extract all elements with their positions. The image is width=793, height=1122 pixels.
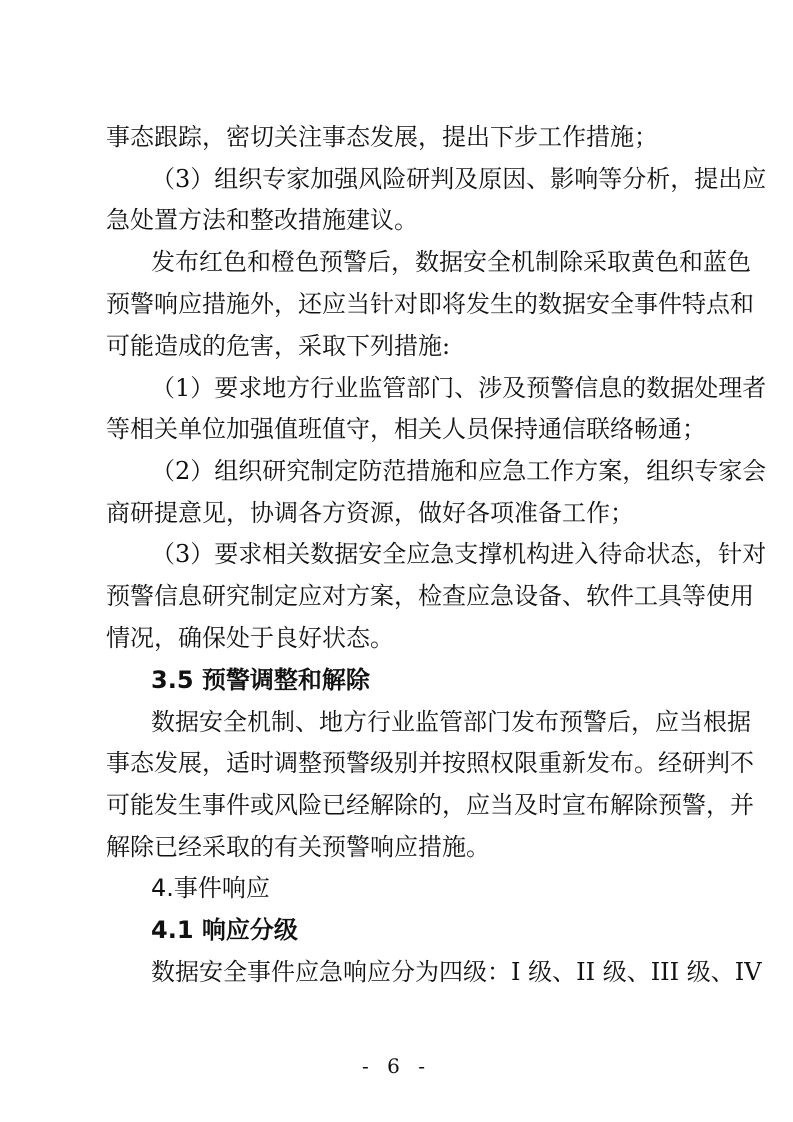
text-line: （1）要求地方行业监管部门、涉及预警信息的数据处理者 bbox=[151, 374, 767, 402]
text-line: （3）要求相关数据安全应急支撑机构进入待命状态，针对 bbox=[151, 540, 767, 568]
text-line: 等相关单位加强值班值守，相关人员保持通信联络畅通； bbox=[106, 415, 706, 443]
text-line: 发布红色和橙色预警后，数据安全机制除采取黄色和蓝色 bbox=[151, 248, 751, 276]
text-line: 数据安全事件应急响应分为四级：I 级、II 级、III 级、IV bbox=[151, 958, 762, 986]
section-heading-4: 4.事件响应 bbox=[151, 874, 270, 902]
text-line: 事态发展，适时调整预警级别并按照权限重新发布。经研判不 bbox=[106, 749, 754, 777]
text-line: 可能发生事件或风险已经解除的，应当及时宣布解除预警，并 bbox=[106, 791, 754, 819]
page-number: - 6 - bbox=[362, 1054, 431, 1078]
text-line: 急处置方法和整改措施建议。 bbox=[106, 206, 418, 234]
section-heading-4-1: 4.1 响应分级 bbox=[151, 916, 298, 944]
text-line: 预警信息研究制定应对方案，检查应急设备、软件工具等使用 bbox=[106, 582, 754, 610]
text-line: 解除已经采取的有关预警响应措施。 bbox=[106, 833, 490, 861]
text-line: 预警响应措施外，还应当针对即将发生的数据安全事件特点和 bbox=[106, 290, 754, 318]
text-line: （2）组织研究制定防范措施和应急工作方案，组织专家会 bbox=[151, 457, 767, 485]
text-line: 商研提意见，协调各方资源，做好各项准备工作； bbox=[106, 499, 634, 527]
text-line: 情况，确保处于良好状态。 bbox=[106, 624, 394, 652]
section-heading-3-5: 3.5 预警调整和解除 bbox=[151, 666, 370, 694]
text-line: 事态跟踪，密切关注事态发展，提出下步工作措施； bbox=[106, 123, 658, 151]
text-line: 可能造成的危害，采取下列措施: bbox=[106, 332, 451, 360]
text-line: 数据安全机制、地方行业监管部门发布预警后，应当根据 bbox=[151, 708, 751, 736]
text-line: （3）组织专家加强风险研判及原因、影响等分析，提出应 bbox=[151, 165, 767, 193]
